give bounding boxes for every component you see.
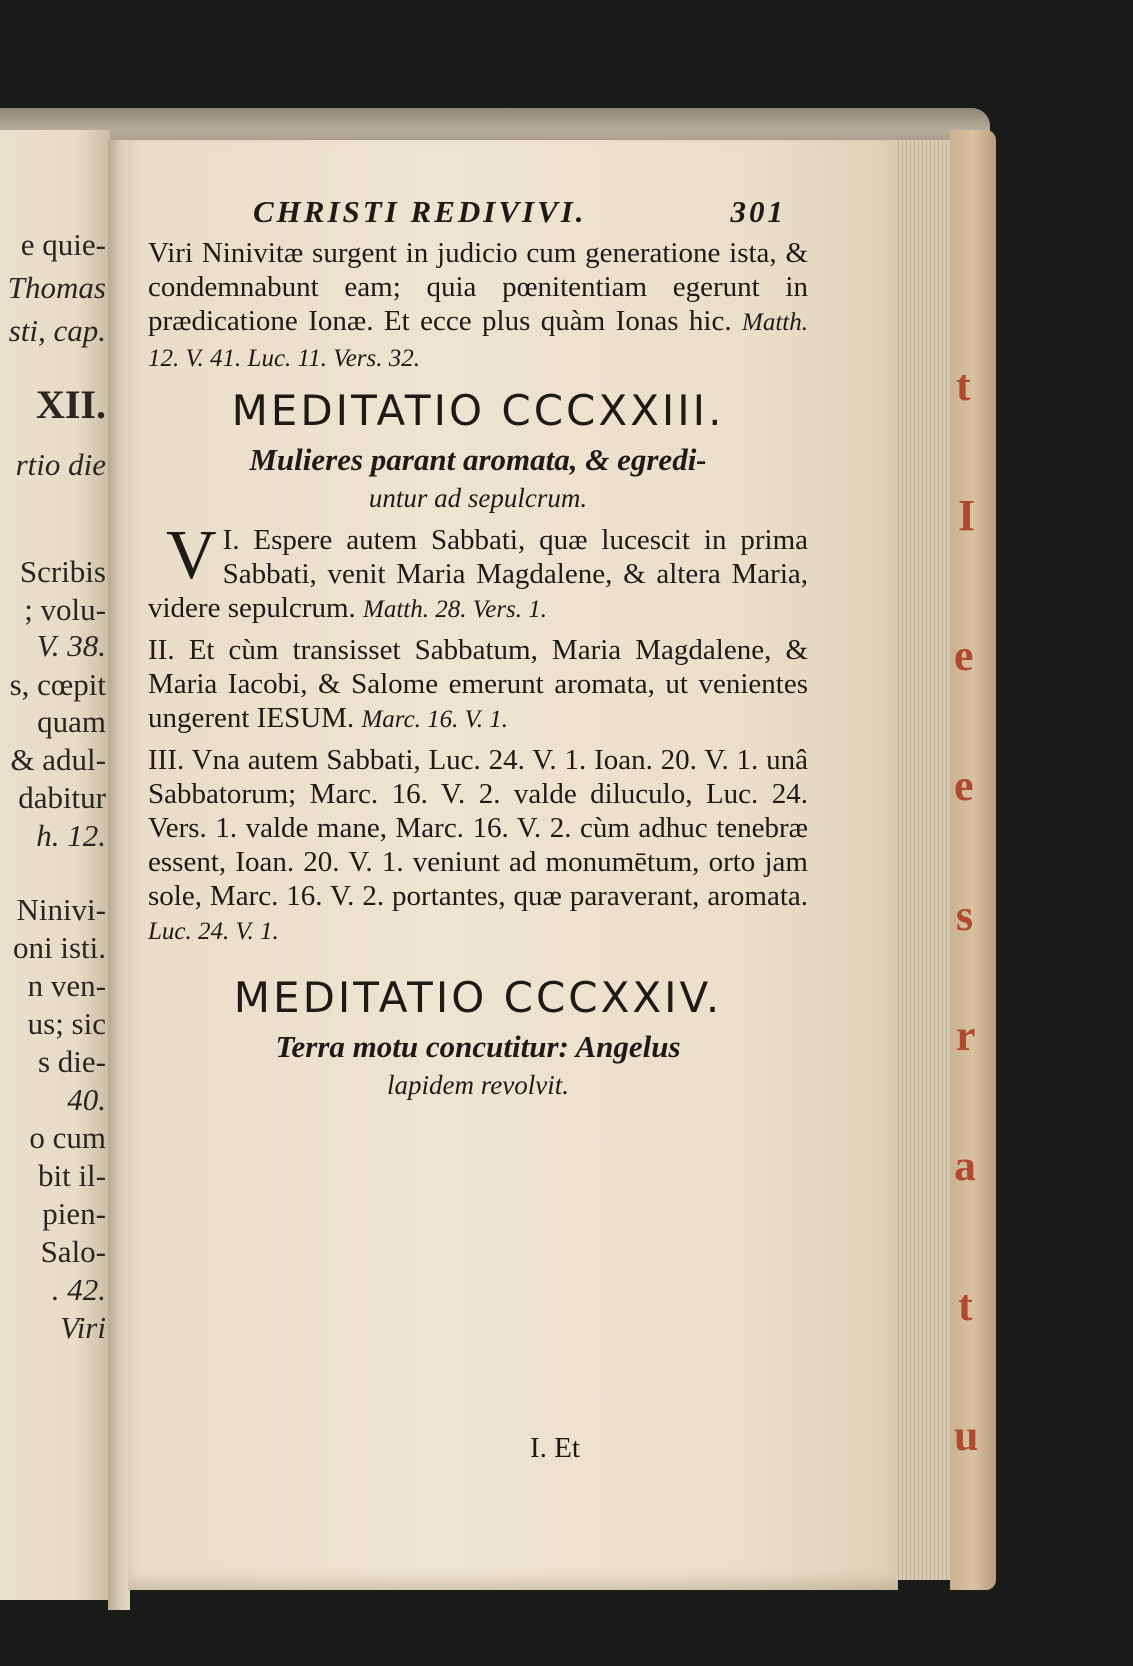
left-line: Viri <box>60 1310 106 1345</box>
book-gutter <box>108 140 130 1610</box>
left-page-fragment <box>0 130 110 1600</box>
meditation-heading: MEDITATIO CCCXXIV. <box>233 973 723 1022</box>
meditation-item <box>148 743 808 949</box>
meditation-item <box>148 633 808 737</box>
item-numeral: III. <box>148 744 185 776</box>
left-line: Ninivi- <box>16 892 106 927</box>
left-line: V. 38. <box>36 628 106 663</box>
left-line: XII. <box>35 382 106 427</box>
left-line: rtio die <box>15 447 106 482</box>
running-head <box>148 190 808 236</box>
fore-edge-mark: t <box>958 1281 973 1330</box>
left-line: ; volu- <box>24 592 106 627</box>
subtitle-line: untur ad sepulcrum. <box>368 483 588 513</box>
subtitle-line: Mulieres parant aromata, & egredi- <box>249 442 707 477</box>
opening-paragraph <box>148 236 808 376</box>
left-line: s, cœpit <box>9 667 106 702</box>
left-line: . 42. <box>51 1272 106 1307</box>
running-title: CHRISTI REDIVIVI. <box>253 194 587 229</box>
left-line: Salo- <box>40 1234 106 1269</box>
citation: Matth. 28. Vers. 1. <box>363 596 548 623</box>
item-text: Et cùm transisset Sabbatum, Maria Magdalene, & Maria Iacobi, & Salome emerunt aromata, ut venientes ungerent IESUM. <box>148 634 809 734</box>
citation: Luc. 24. V. 1. <box>148 918 279 945</box>
item-numeral: II. <box>148 634 175 666</box>
citation: Marc. 16. V. 1. <box>361 706 508 733</box>
citation: Matth. 12. V. 41. Luc. 11. Vers. 32. <box>148 309 808 372</box>
left-line: pien- <box>42 1196 106 1231</box>
book-cover-right-edge <box>950 130 996 1590</box>
subtitle-line: lapidem revolvit. <box>387 1070 569 1100</box>
left-line: dabitur <box>18 780 106 815</box>
meditation-subtitle <box>148 1028 808 1104</box>
meditation-subtitle <box>148 441 808 517</box>
item-text: Espere autem Sabbati, quæ lucescit in prima Sabbati, venit Maria Magdalene, & altera Maria, videre sepulcrum. <box>148 524 809 624</box>
left-line: e quie- <box>20 227 106 262</box>
left-line: 40. <box>67 1082 106 1117</box>
page-text-block <box>148 190 808 1110</box>
fore-edge-mark: s <box>956 891 974 940</box>
left-line: quam <box>37 704 106 739</box>
item-numeral: I. <box>222 524 240 556</box>
fore-edge-mark: r <box>956 1011 976 1060</box>
left-line: Scribis <box>19 554 106 589</box>
left-line: oni isti. <box>12 930 106 965</box>
page-number: 301 <box>730 194 786 229</box>
left-line: n ven- <box>27 968 106 1003</box>
fore-edge-mark: u <box>954 1411 979 1460</box>
fore-edge-mark: a <box>954 1141 976 1190</box>
fore-edge-mark: I <box>958 491 976 540</box>
left-line: us; sic <box>27 1006 106 1041</box>
catchword: I. Et <box>530 1432 580 1464</box>
item-text: Vna autem Sabbati, Luc. 24. V. 1. Ioan. 20. V. 1. unâ Sabbatorum; Marc. 16. V. 2. valde diluculo, Luc. 24. Vers. 1. valde mane, Marc. 16. V. 2. cùm adhuc tenebræ essent, Ioan. 20. V. 1. veniunt ad monumētum, orto jam sole, Marc. 16. V. 2. portantes, quæ paraverant, aromata. <box>148 744 808 912</box>
fore-edge-mark: e <box>954 761 974 810</box>
subtitle-line: Terra motu concutitur: Angelus <box>275 1029 681 1064</box>
meditation-heading: MEDITATIO CCCXXIII. <box>231 386 725 435</box>
meditation-item <box>148 517 809 627</box>
page-stack-edges <box>895 140 950 1580</box>
fore-edge-mark: t <box>956 361 971 410</box>
dropcap-letter: V <box>166 517 217 594</box>
fore-edge-mark: e <box>954 631 974 680</box>
left-line: o cum <box>29 1120 106 1155</box>
left-line: s die- <box>37 1044 106 1079</box>
paragraph-text: Viri Ninivitæ surgent in judicio cum generatione ista, & condemnabunt eam; quia pœnitentiam egerunt in prædicatione Ionæ. Et ecce plus quàm Ionas hic. <box>148 237 808 337</box>
left-line: bit il- <box>37 1158 106 1193</box>
left-line: & adul- <box>10 742 106 777</box>
left-line: sti, cap. <box>8 313 106 348</box>
left-line: Thomas <box>7 270 106 305</box>
left-line: h. 12. <box>36 818 106 853</box>
